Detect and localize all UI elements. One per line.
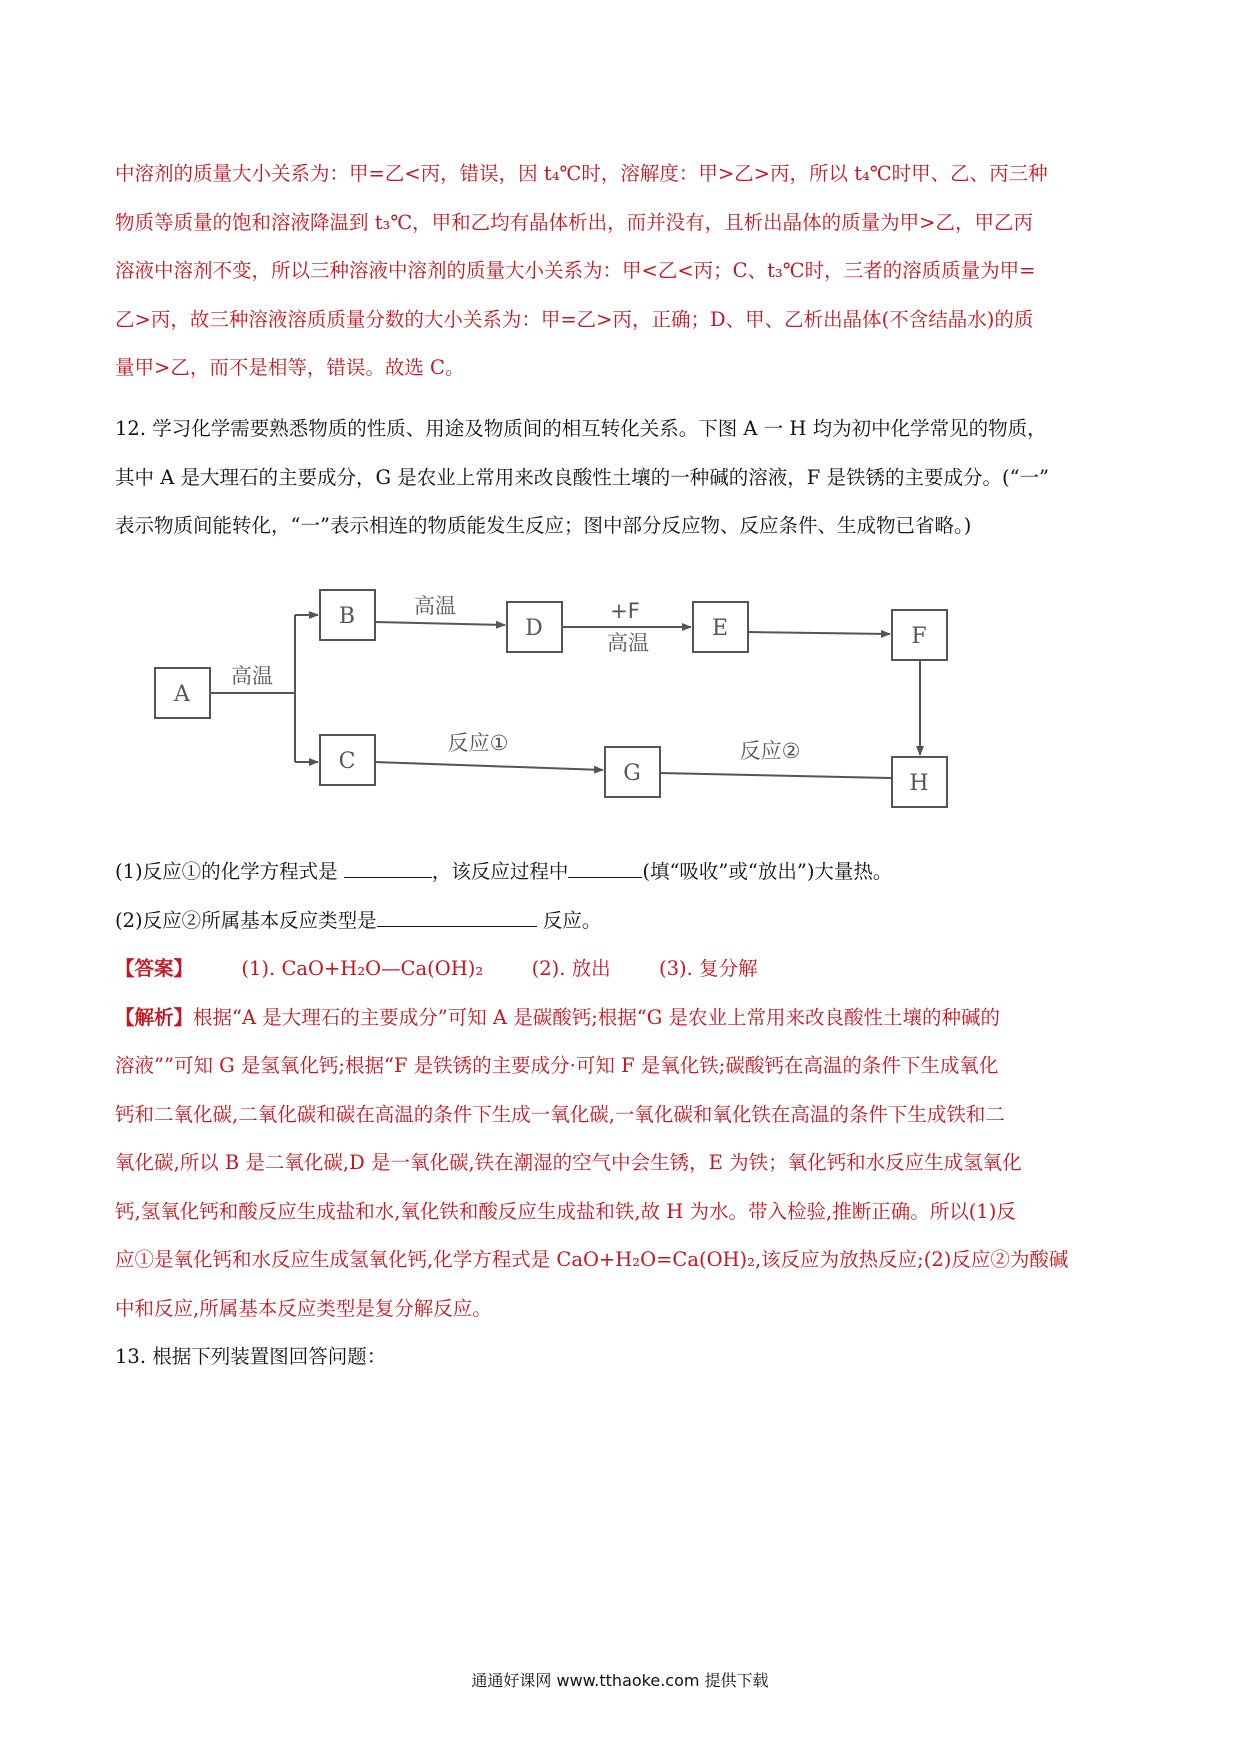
sub-question-1-text-a: (1)反应①的化学方程式是 xyxy=(115,860,344,883)
node-b-label: B xyxy=(338,604,356,629)
question-line: 12. 学习化学需要熟悉物质的性质、用途及物质间的相互转化关系。下图 A 一 H 均为初中化学常见的物质， xyxy=(115,417,1047,440)
label-b-to-d: 高温 xyxy=(414,594,456,618)
analysis-line: 中溶剂的质量大小关系为：甲=乙<丙，错误，因 t₄℃时，溶解度：甲>乙>丙，所以 t₄℃时甲、乙、丙三种 xyxy=(115,162,1048,185)
node-e-label: E xyxy=(711,616,729,641)
node-c-label: C xyxy=(338,749,356,774)
analysis-line: 钙,氢氧化钙和酸反应生成盐和水,氧化铁和酸反应生成盐和铁,故 H 为水。带入检验,推断正确。所以(1)反 xyxy=(115,1199,1016,1223)
analysis-line: 乙>丙，故三种溶液溶质质量分数的大小关系为：甲=乙>丙，正确；D、甲、乙析出晶体(不含结晶水)的质 xyxy=(115,307,1034,331)
analysis-line: 溶液中溶剂不变，所以三种溶液中溶剂的质量大小关系为：甲<乙<丙；C、t₃℃时，三者的溶质质量为甲= xyxy=(115,259,1036,282)
label-d-to-e-top: +F xyxy=(610,599,640,623)
node-f-label: F xyxy=(911,624,927,649)
analysis-line: 应①是氧化钙和水反应生成氢氧化钙,化学方程式是 CaO+H₂O=Ca(OH)₂,该反应为放热反应;(2)反应②为酸碱 xyxy=(115,1248,1069,1271)
sub-question-1-text-b: ，该反应过程中 xyxy=(431,860,569,883)
sub-question-2-text-b: 反应。 xyxy=(536,908,602,932)
answer-part-2: (2). 放出 xyxy=(531,957,611,980)
label-g-to-h: 反应② xyxy=(739,739,801,763)
node-h-label: H xyxy=(909,771,929,796)
answer-part-3: (3). 复分解 xyxy=(659,957,758,980)
page-footer: 通通好课网 www.tthaoke.com 提供下载 xyxy=(471,1671,769,1690)
analysis-line: 根据“A 是大理石的主要成分”可知 A 是碳酸钙;根据“G 是农业上常用来改良酸性土壤的种碱的 xyxy=(193,1005,1001,1029)
answer-tag: 【答案】 xyxy=(115,957,194,980)
analysis-line: 中和反应,所属基本反应类型是复分解反应。 xyxy=(115,1296,492,1320)
reaction-diagram xyxy=(150,580,970,820)
answer-line xyxy=(115,945,1135,994)
label-c-to-g: 反应① xyxy=(447,731,509,755)
analysis-line: 钙和二氧化碳,二氧化碳和碳在高温的条件下生成一氧化碳,一氧化碳和氧化铁在高温的条件下生成铁和二 xyxy=(115,1102,1005,1126)
question-13: 13. 根据下列装置图回答问题： xyxy=(115,1345,387,1368)
analysis-line: 量甲>乙，而不是相等，错误。故选 C。 xyxy=(115,356,465,379)
label-d-to-e-bottom: 高温 xyxy=(607,631,649,655)
sub-question-1 xyxy=(115,848,1135,897)
analysis-first-line xyxy=(115,994,1135,1043)
question-line: 表示物质间能转化，“一”表示相连的物质能发生反应；图中部分反应物、反应条件、生成物已省略。) xyxy=(115,514,972,537)
analysis-line: 溶液””可知 G 是氢氧化钙;根据“F 是铁锈的主要成分·可知 F 是氧化铁;碳酸钙在高温的条件下生成氧化 xyxy=(115,1054,999,1077)
question-12 xyxy=(115,405,1135,551)
answer-blank-3[interactable] xyxy=(377,925,537,927)
answer-part-1: (1). CaO+H₂O—Ca(OH)₂ xyxy=(241,957,484,980)
question-12-parts xyxy=(115,848,1135,1382)
analysis-line: 物质等质量的饱和溶液降温到 t₃℃，甲和乙均有晶体析出，而并没有，且析出晶体的质量为甲>乙，甲乙丙 xyxy=(115,210,1034,234)
node-g-label: G xyxy=(623,761,641,786)
sub-question-2-text-a: (2)反应②所属基本反应类型是 xyxy=(115,908,377,932)
analysis-continuation xyxy=(115,150,1135,393)
answer-blank-1[interactable] xyxy=(344,876,432,878)
node-d-label: D xyxy=(525,616,543,641)
analysis-line: 氧化碳,所以 B 是二氧化碳,D 是一氧化碳,铁在潮湿的空气中会生锈，E 为铁；氧化钙和水反应生成氢氧化 xyxy=(115,1151,1022,1174)
sub-question-2 xyxy=(115,897,1135,946)
node-a-label: A xyxy=(174,682,190,707)
sub-question-1-text-c: (填“吸收”或“放出”)大量热。 xyxy=(642,860,893,883)
analysis-tag: 【解析】 xyxy=(115,1005,194,1029)
answer-blank-2[interactable] xyxy=(568,876,642,878)
label-a-split: 高温 xyxy=(231,664,273,688)
question-line: 其中 A 是大理石的主要成分，G 是农业上常用来改良酸性土壤的一种碱的溶液，F 是铁锈的主要成分。(“一” xyxy=(115,465,1050,489)
